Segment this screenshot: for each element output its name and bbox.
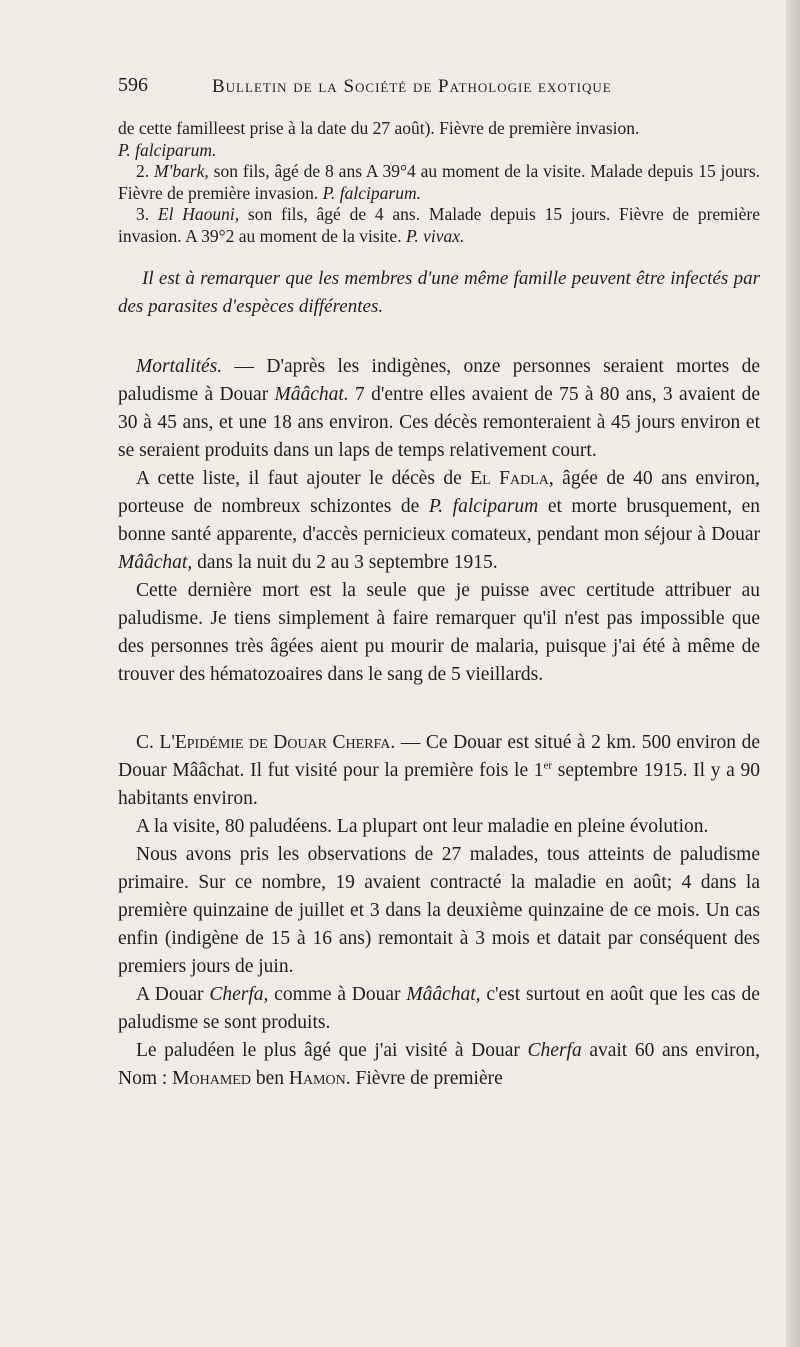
observation-2: 2. M'bark, son fils, âgé de 8 ans A 39°4 au moment de la visite. Malade depuis 15 jours. Fièvre de première invasion. P. falciparum.	[118, 161, 761, 203]
cherfa-paragraph-4: A Douar Cherfa, comme à Douar Mââchat, c'est surtout en août que les cas de paludisme se sont produits.	[118, 984, 760, 1033]
page-edge-shadow	[786, 0, 800, 1347]
cherfa-paragraph-5: Le paludéen le plus âgé que j'ai visité à Douar Cherfa avait 60 ans environ, Nom : Mohamed ben Hamon. Fièvre de première	[118, 1040, 760, 1089]
cherfa-paragraph-3: Nous avons pris les observations de 27 malades, tous atteints de paludisme primaire. Sur ce nombre, 19 avaient contracté la maladie en août; 4 dans la première quinzaine de juillet et 3 dans la deuxième quinzaine de ce mois. Un cas enfin (indigène de 15 à 16 ans) remontait à 3 mois et datait par conséquent des premiers jours de juin.	[118, 844, 760, 977]
observation-3: 3. El Haouni, son fils, âgé de 4 ans. Malade depuis 15 jours. Fièvre de première invasion. A 39°2 au moment de la visite. P. vivax.	[118, 204, 761, 246]
observation-1-end: de cette familleest prise à la date du 27 août). Fièvre de première invasion. P. falciparum.	[118, 118, 640, 160]
mortality-section	[118, 353, 760, 689]
page-body	[118, 118, 760, 1093]
family-infection-note: Il est à remarquer que les membres d'une même famille peuvent être infectés par des parasites d'espèces différentes.	[118, 268, 760, 317]
cherfa-paragraph-2: A la visite, 80 paludéens. La plupart ont leur maladie en pleine évolution.	[136, 816, 709, 837]
page-header	[118, 74, 758, 104]
mortality-paragraph-3: Cette dernière mort est la seule que je puisse avec certitude attribuer au paludisme. Je tiens simplement à faire remarquer qu'il n'est pas impossible que des personnes très âgées aient pu mourir de malaria, puisque j'ai été à même de trouver des hématozoaires dans le sang de 5 vieillards.	[118, 580, 760, 685]
cherfa-section	[118, 729, 760, 1093]
running-title: Bulletin de la Société de Pathologie exotique	[212, 76, 612, 97]
mortality-paragraph-1: Mortalités. — D'après les indigènes, onze personnes seraient mortes de paludisme à Douar Mââchat. 7 d'entre elles avaient de 75 à 80 ans, 3 avaient de 30 à 45 ans, et une 18 ans environ. Ces décès remonteraient à 45 jours environ et se seraient produits dans un laps de temps relativement court.	[118, 356, 760, 461]
mortality-paragraph-2: A cette liste, il faut ajouter le décès de El Fadla, âgée de 40 ans environ, porteuse de nombreux schizontes de P. falciparum et morte brusquement, en bonne santé apparente, d'accès pernicieux comateux, pendant mon séjour à Douar Mââchat, dans la nuit du 2 au 3 septembre 1915.	[118, 468, 761, 573]
cherfa-paragraph-1: C. L'Epidémie de Douar Cherfa. — Ce Douar est situé à 2 km. 500 environ de Douar Mââchat. Il fut visité pour la première fois le 1er septembre 1915. Il y a 90 habitants environ.	[118, 732, 761, 809]
page-number: 596	[118, 74, 148, 96]
section-heading: C. L'Epidémie de Douar Cherfa.	[136, 732, 396, 753]
